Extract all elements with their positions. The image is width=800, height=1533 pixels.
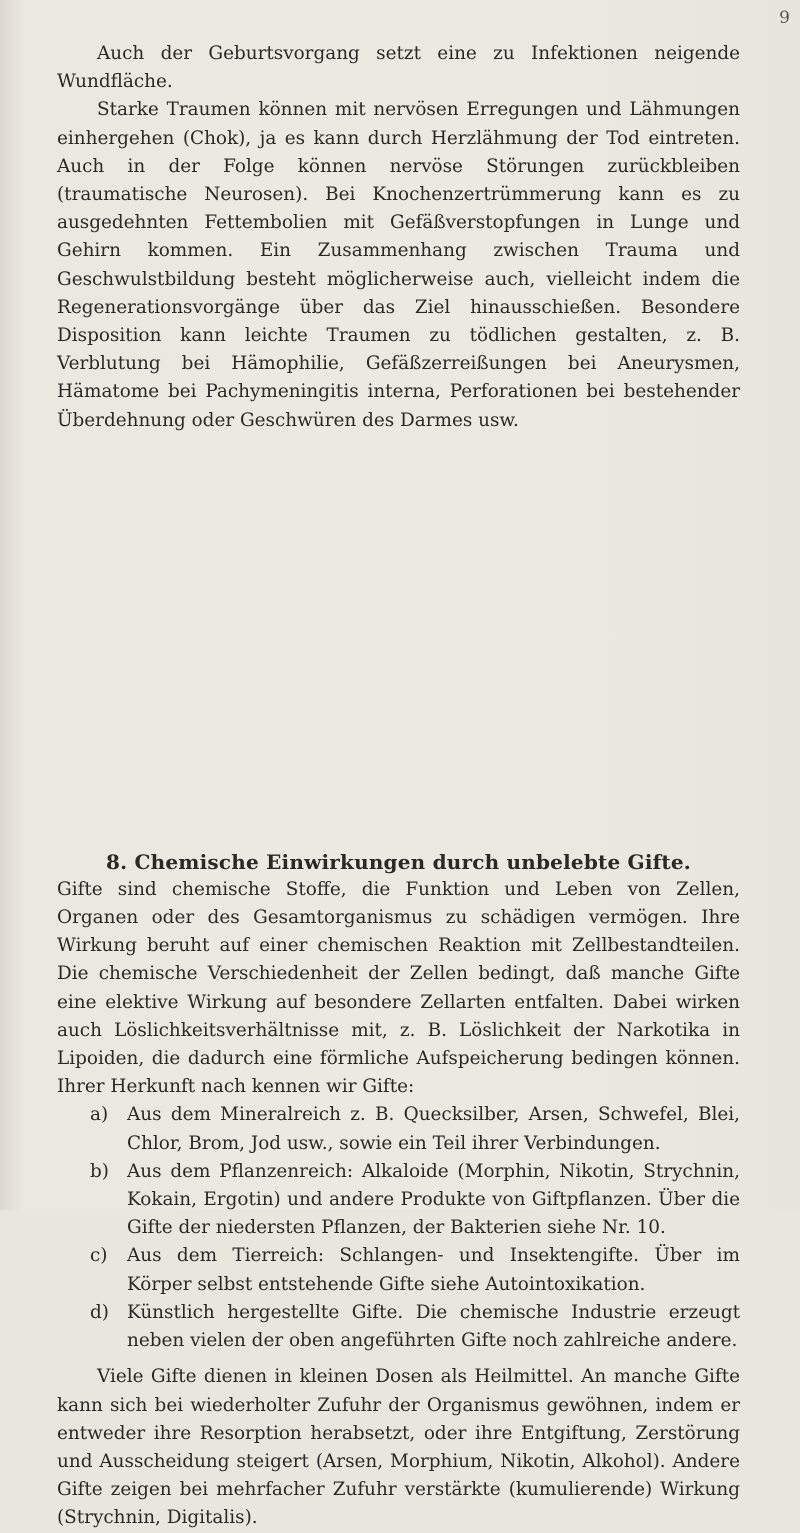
list-marker: a): [90, 1104, 109, 1126]
section-intro-paragraph: Gifte sind chemische Stoffe, die Funktion und Leben von Zellen, Organen oder des Gesamtorganismus zu schädigen vermögen. Ihre Wirkung beruht auf einer chemischen Reaktion mit Zellbestandteilen. Die chemische Verschiedenheit der Zellen bedingt, daß manche Gifte eine elektive Wirkung auf besondere Zellarten entfalten. Dabei wirken auch Löslichkeitsverhältnisse mit, z. B. Löslichkeit der Narkotika in Lipoiden, die dadurch eine förmliche Aufspeicherung bedingen können. Ihrer Herkunft nach kennen wir Gifte:: [57, 878, 740, 1098]
section-heading: 8. Chemische Einwirkungen durch unbelebte Gifte.: [106, 849, 691, 874]
list-item: [57, 1299, 740, 1355]
list-item-text: Aus dem Mineralreich z. B. Quecksilber, Arsen, Schwefel, Blei, Chlor, Brom, Jod usw., sowie ein Teil ihrer Verbindungen.: [127, 1104, 740, 1154]
intro-paragraph-2: Starke Traumen können mit nervösen Erregungen und Lähmungen einhergehen (Chok), ja es kann durch Herzlähmung der Tod eintreten. Auch in der Folge können nervöse Störungen zurückbleiben (traumatische Neurosen). Bei Knochenzertrümmerung kann es zu ausgedehnten Fettembolien mit Gefäßverstopfungen in Lunge und Gehirn kommen. Ein Zusammenhang zwischen Trauma und Geschwulstbildung besteht möglicherweise auch, vielleicht indem die Regenerationsvorgänge über das Ziel hinausschießen. Besondere Disposition kann leichte Traumen zu tödlichen gestalten, z. B. Verblutung bei Hämophilie, Gefäßzerreißungen bei Aneurysmen, Hämatome bei Pachymeningitis interna, Perforationen bei bestehender Überdehnung oder Geschwüren des Darmes usw.: [57, 99, 740, 431]
list-marker: d): [90, 1301, 109, 1323]
closing-paragraph: Viele Gifte dienen in kleinen Dosen als Heilmittel. An manche Gifte kann sich bei wiederholter Zufuhr der Organismus gewöhnen, indem er entweder ihre Resorption herabsetzt, oder ihre Entgiftung, Zerstörung und Ausscheidung steigert (Arsen, Morphium, Nikotin, Alkohol). Andere Gifte zeigen bei mehrfacher Zufuhr verstärkte (kumulierende) Wirkung (Strychnin, Digitalis).: [57, 1366, 740, 1529]
list-marker: c): [90, 1245, 108, 1267]
list-item-text: Aus dem Tierreich: Schlangen- und Insektengifte. Über im Körper selbst entstehende Gifte siehe Autointoxikation.: [127, 1245, 740, 1295]
page-number: 9: [779, 8, 790, 28]
list-item: [57, 1158, 740, 1243]
poison-origin-list: [57, 1101, 740, 1355]
list-item-text: Aus dem Pflanzenreich: Alkaloide (Morphin, Nikotin, Strychnin, Kokain, Ergotin) und andere Produkte von Giftpflanzen. Über die Gifte der niedersten Pflanzen, der Bakterien siehe Nr. 10.: [127, 1160, 740, 1239]
list-item: [57, 1101, 740, 1157]
intro-paragraph-1: Auch der Geburtsvorgang setzt eine zu Infektionen neigende Wundfläche.: [57, 43, 740, 93]
list-marker: b): [90, 1160, 109, 1182]
list-item: [57, 1242, 740, 1298]
list-item-text: Künstlich hergestellte Gifte. Die chemische Industrie erzeugt neben vielen der oben angeführten Gifte noch zahlreiche andere.: [127, 1301, 740, 1352]
